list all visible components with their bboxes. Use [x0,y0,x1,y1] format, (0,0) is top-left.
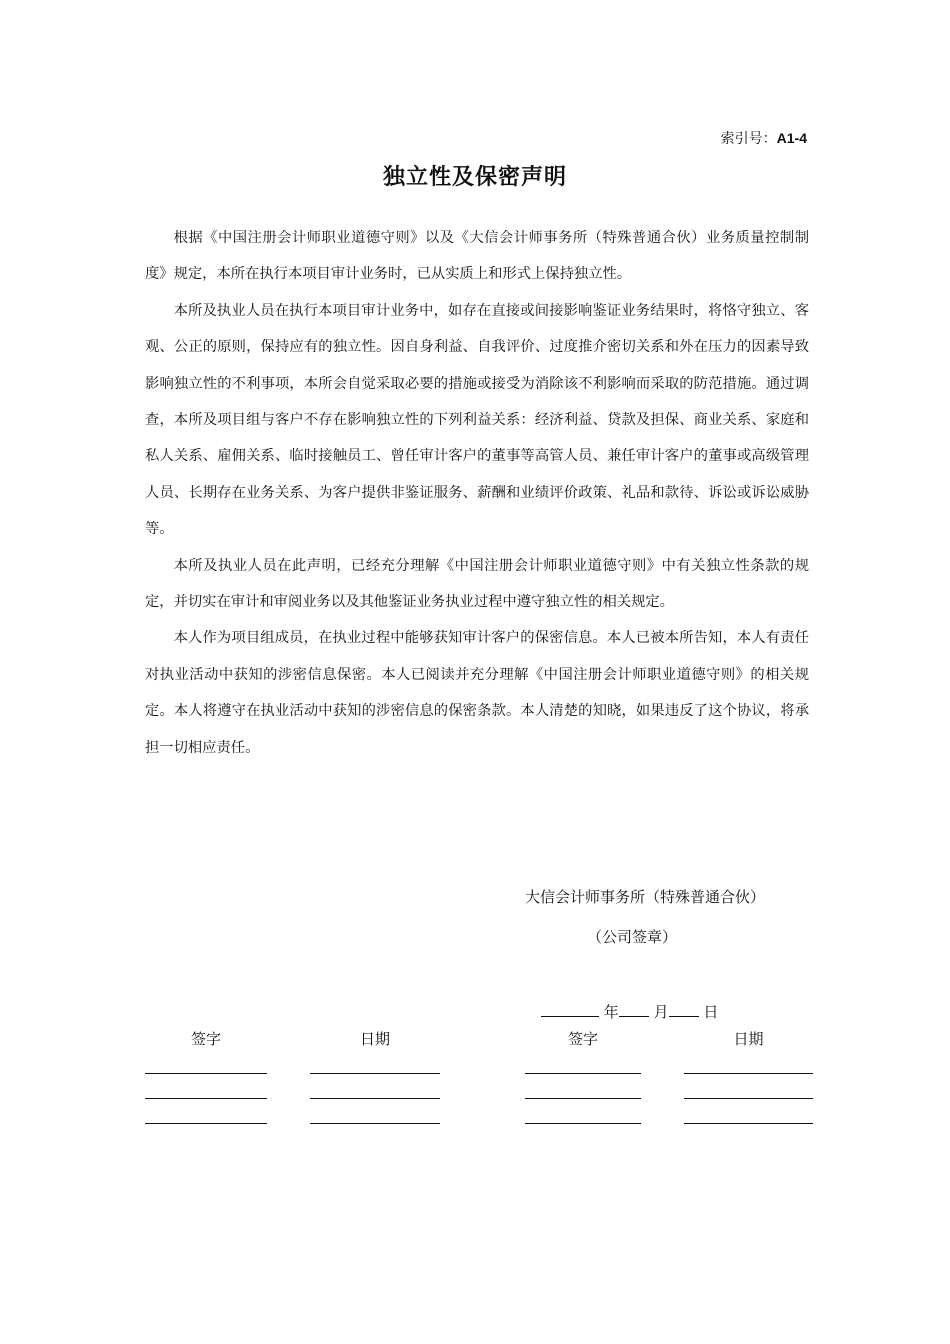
signature-line[interactable] [525,1073,641,1074]
seal-note: （公司签章） [586,928,677,946]
signature-line[interactable] [145,1098,267,1099]
date-line-field[interactable] [310,1073,440,1074]
date-header-left: 日期 [359,1030,390,1048]
signature-line[interactable] [525,1098,641,1099]
day-blank [669,1000,699,1017]
signature-line[interactable] [145,1073,267,1074]
paragraph-1: 根据《中国注册会计师职业道德守则》以及《大信会计师事务所（特殊普通合伙）业务质量控制制度》规定，本所在执行本项目审计业务时，已从实质上和形式上保持独立性。 [145,230,809,283]
date-line-field[interactable] [684,1098,813,1099]
year-label: 年 [603,1003,619,1021]
index-label: 索引号： [720,131,777,147]
date-line-field[interactable] [310,1123,440,1124]
signature-line[interactable] [525,1123,641,1124]
day-label: 日 [703,1003,719,1021]
date-line-field[interactable] [310,1098,440,1099]
paragraph-2: 本所及执业人员在执行本项目审计业务中，如存在直接或间接影响鉴证业务结果时，将恪守独立、客观、公正的原则，保持应有的独立性。因自身利益、自我评价、过度推介密切关系和外在压力的因素导致影响独立性的不利事项，本所会自觉采取必要的措施或接受为消除该不利影响而采取的防范措施。通过调查，本所及项目组与客户不存在影响独立性的下列利益关系：经济利益、贷款及担保、商业关系、家庭和私人关系、雇佣关系、临时接触员工、曾任审计客户的董事等高管人员、兼任审计客户的董事或高级管理人员、长期存在业务关系、为客户提供非鉴证服务、薪酬和业绩评价政策、礼品和款待、诉讼或诉讼威胁等。 [145,302,809,538]
signature-line[interactable] [145,1123,267,1124]
paragraph-4: 本人作为项目组成员，在执业过程中能够获知审计客户的保密信息。本人已被本所告知，本人有责任对执业活动中获知的涉密信息保密。本人已阅读并充分理解《中国注册会计师职业道德守则》的相关规定。本人将遵守在执业活动中获知的涉密信息的保密条款。本人清楚的知晓，如果违反了这个协议，将承担一切相应责任。 [145,630,809,756]
month-label: 月 [653,1003,669,1021]
date-header-right: 日期 [733,1030,764,1048]
month-blank [619,1000,649,1017]
sign-header-right: 签字 [567,1030,598,1048]
index-reference [721,128,807,148]
sign-header-left: 签字 [190,1030,221,1048]
date-line-field[interactable] [684,1073,813,1074]
page-title: 独立性及保密声明 [382,165,567,190]
year-blank [541,1000,599,1017]
index-value: A1-4 [776,130,807,146]
date-line-field[interactable] [684,1123,813,1124]
date-line [541,1000,718,1022]
declaration-body [145,220,809,766]
paragraph-3: 本所及执业人员在此声明，已经充分理解《中国注册会计师职业道德守则》中有关独立性条款的规定，并切实在审计和审阅业务以及其他鉴证业务执业过程中遵守独立性的相关规定。 [145,557,809,611]
firm-name: 大信会计师事务所（特殊普通合伙） [524,888,765,906]
